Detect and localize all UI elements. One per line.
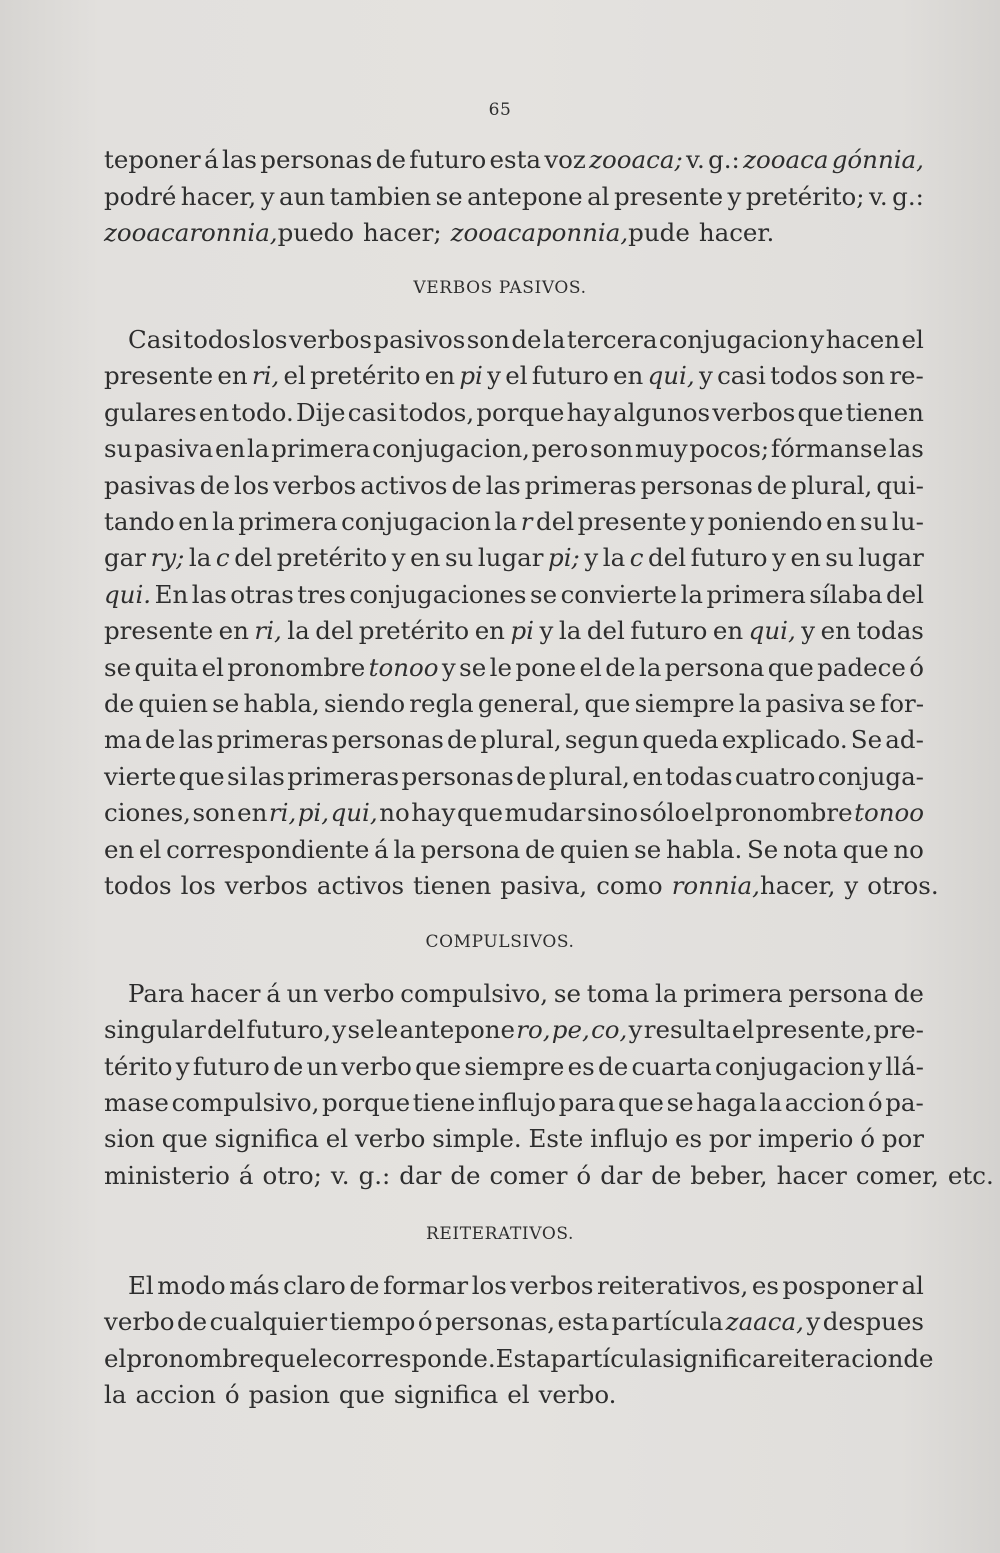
section-heading-reiterativos: REITERATIVOS. xyxy=(425,1224,575,1244)
paragraph-future-line: zooaca ronnia, puedo hacer; zooaca ponnia, pude hacer. xyxy=(104,218,775,247)
paragraph-verbos-pasivos-line: de quien se habla, siendo regla general, que siempre la pasiva se for- xyxy=(104,689,924,718)
paragraph-reiterativos-line: El modo más claro de formar los verbos reiterativos, es posponer al xyxy=(128,1271,924,1300)
paragraph-verbos-pasivos-line: presente en ri, la del pretérito en pi y la del futuro en qui, y en todas xyxy=(104,616,924,646)
section-heading-verbos-pasivos: VERBOS PASIVOS. xyxy=(413,278,587,298)
paragraph-verbos-pasivos-line: su pasiva en la primera conjugacion, pero son muy pocos; fórmanse las xyxy=(104,434,924,464)
paragraph-future-line: podré hacer, y aun tambien se antepone al presente y pretérito; v. g.: xyxy=(104,181,924,211)
paragraph-reiterativos-line: el pronombre que le corresponde. Esta partícula significa reiteracion de xyxy=(104,1343,934,1373)
paragraph-reiterativos-line: verbo de cualquier tiempo ó personas, esta partícula zaaca, y despues xyxy=(104,1307,924,1337)
paragraph-verbos-pasivos-line: tando en la primera conjugacion la r del presente y poniendo en su lu- xyxy=(104,507,924,536)
paragraph-verbos-pasivos-line: se quita el pronombre tonoo y se le pone el de la persona que padece ó xyxy=(104,652,924,682)
paragraph-verbos-pasivos-line: presente en ri, el pretérito en pi y el futuro en qui, y casi todos son re- xyxy=(104,361,924,391)
paragraph-verbos-pasivos-line: gulares en todo. Dije casi todos, porque hay algunos verbos que tienen xyxy=(104,397,924,427)
paragraph-reiterativos-line: la accion ó pasion que significa el verbo. xyxy=(104,1380,617,1410)
paragraph-compulsivos-line: Para hacer á un verbo compulsivo, se toma la primera persona de xyxy=(128,979,924,1008)
section-heading-compulsivos: COMPULSIVOS. xyxy=(425,932,575,952)
paragraph-verbos-pasivos-line: vierte que si las primeras personas de plural, en todas cuatro conjuga- xyxy=(104,761,924,791)
paragraph-compulsivos-line: singular del futuro, y se le antepone ro, pe, co, y resulta el presente, pre- xyxy=(104,1015,924,1045)
paragraph-verbos-pasivos-line: pasivas de los verbos activos de las primeras personas de plural, qui- xyxy=(104,470,924,500)
paragraph-verbos-pasivos-line: gar ry; la c del pretérito y en su lugar pi; y la c del futuro y en su lugar xyxy=(104,543,924,573)
paragraph-compulsivos-line: ministerio á otro; v. g.: dar de comer ó dar de beber, hacer comer, etc. xyxy=(104,1160,994,1190)
paragraph-verbos-pasivos-line: Casi todos los verbos pasivos son de la tercera conjugacion y hacen el xyxy=(128,325,924,354)
paragraph-future-line: teponer á las personas de futuro esta voz zooaca; v. g.: zooaca gónnia, xyxy=(104,145,924,174)
paragraph-verbos-pasivos-line: en el correspondiente á la persona de quien se habla. Se nota que no xyxy=(104,834,924,864)
paragraph-compulsivos-line: térito y futuro de un verbo que siempre es de cuarta conjugacion y llá- xyxy=(104,1051,924,1081)
paragraph-compulsivos-line: mase compulsivo, porque tiene influjo para que se haga la accion ó pa- xyxy=(104,1087,924,1117)
paragraph-verbos-pasivos-line: ciones, son en ri, pi, qui, no hay que mudar sino sólo el pronombre tonoo xyxy=(104,798,924,828)
paragraph-compulsivos-line: sion que significa el verbo simple. Este influjo es por imperio ó por xyxy=(104,1124,924,1154)
paragraph-verbos-pasivos-line: qui. En las otras tres conjugaciones se convierte la primera sílaba del xyxy=(104,579,924,609)
page-number: 65 xyxy=(488,100,512,120)
paragraph-verbos-pasivos-line: ma de las primeras personas de plural, segun queda explicado. Se ad- xyxy=(104,725,924,755)
paragraph-verbos-pasivos-line: todos los verbos activos tienen pasiva, como ronnia, hacer, y otros. xyxy=(104,871,939,900)
